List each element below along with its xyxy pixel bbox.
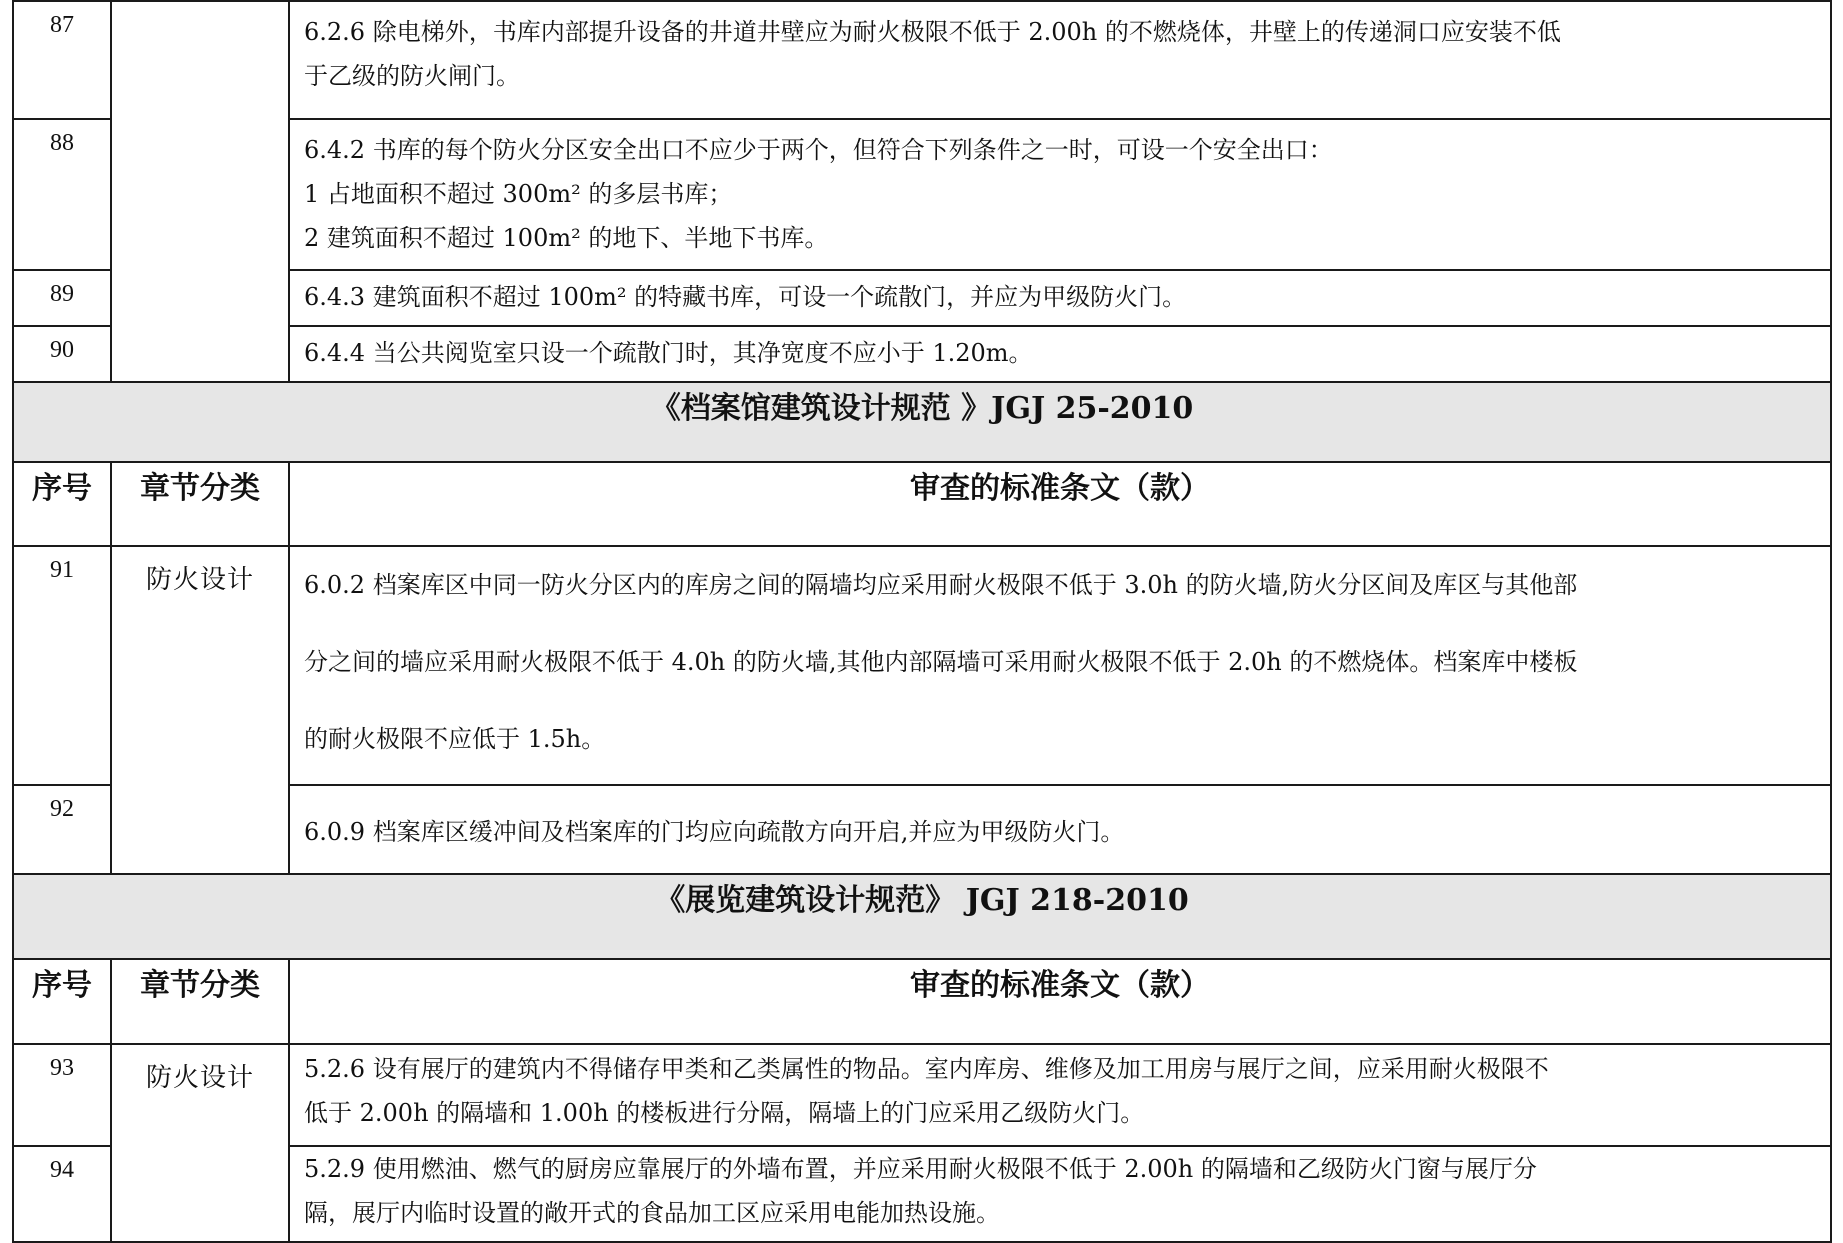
clause-line: 6.2.6 除电梯外，书库内部提升设备的井道井壁应为耐火极限不低于 2.00h 的不燃烧体，井壁上的传递洞口应安装不低: [304, 18, 1561, 46]
regulation-table: [12, 0, 1832, 1243]
table-row: [13, 1044, 1831, 1146]
row-number: 92: [13, 785, 111, 874]
row-number: 87: [13, 1, 111, 119]
section-title: 《档案馆建筑设计规范 》JGJ 25-2010: [13, 382, 1831, 462]
category-cell: 防火设计: [111, 546, 289, 874]
clause-text: [289, 1146, 1831, 1242]
header-seq: 序号: [13, 462, 111, 546]
header-seq: 序号: [13, 959, 111, 1044]
header-clause: 审查的标准条文（款）: [289, 462, 1831, 546]
row-number: 94: [13, 1146, 111, 1242]
clause-line: 的耐火极限不应低于 1.5h。: [304, 725, 606, 753]
category-cell: 防火设计: [111, 1044, 289, 1242]
table-row: [13, 1, 1831, 119]
clause-text: [289, 785, 1831, 874]
clause-line: 2 建筑面积不超过 100m² 的地下、半地下书库。: [304, 224, 829, 252]
clause-line: 6.0.2 档案库区中同一防火分区内的库房之间的隔墙均应采用耐火极限不低于 3.0h 的防火墙,防火分区间及库区与其他部: [304, 571, 1578, 599]
row-number: 90: [13, 326, 111, 382]
clause-line: 6.4.2 书库的每个防火分区安全出口不应少于两个，但符合下列条件之一时，可设一个安全出口：: [304, 136, 1333, 164]
clause-text: [289, 270, 1831, 326]
clause-line: 低于 2.00h 的隔墙和 1.00h 的楼板进行分隔，隔墙上的门应采用乙级防火门。: [304, 1099, 1145, 1127]
header-category: 章节分类: [111, 462, 289, 546]
table-row: [13, 546, 1831, 785]
header-category: 章节分类: [111, 959, 289, 1044]
clause-line: 5.2.6 设有展厅的建筑内不得储存甲类和乙类属性的物品。室内库房、维修及加工用房与展厅之间，应采用耐火极限不: [304, 1055, 1549, 1083]
clause-line: 5.2.9 使用燃油、燃气的厨房应靠展厅的外墙布置，并应采用耐火极限不低于 2.00h 的隔墙和乙级防火门窗与展厅分: [304, 1155, 1537, 1183]
row-number: 93: [13, 1044, 111, 1146]
clause-line: 6.4.3 建筑面积不超过 100m² 的特藏书库，可设一个疏散门，并应为甲级防火门。: [304, 283, 1187, 311]
clause-line: 1 占地面积不超过 300m² 的多层书库；: [304, 180, 733, 208]
clause-text: [289, 119, 1831, 270]
row-number: 91: [13, 546, 111, 785]
section-title-row: [13, 382, 1831, 462]
clause-text: [289, 546, 1831, 785]
row-number: 89: [13, 270, 111, 326]
clause-text: [289, 1, 1831, 119]
clause-line: 6.4.4 当公共阅览室只设一个疏散门时，其净宽度不应小于 1.20m。: [304, 339, 1033, 367]
clause-line: 隔，展厅内临时设置的敞开式的食品加工区应采用电能加热设施。: [304, 1199, 1000, 1227]
section-title: 《展览建筑设计规范》 JGJ 218-2010: [13, 874, 1831, 959]
clause-line: 于乙级的防火闸门。: [304, 62, 520, 90]
clause-line: 分之间的墙应采用耐火极限不低于 4.0h 的防火墙,其他内部隔墙可采用耐火极限不低于 2.0h 的不燃烧体。档案库中楼板: [304, 648, 1578, 676]
clause-text: [289, 1044, 1831, 1146]
header-row: [13, 959, 1831, 1044]
category-cell-continued: [111, 1, 289, 382]
header-row: [13, 462, 1831, 546]
section-title-row: [13, 874, 1831, 959]
header-clause: 审查的标准条文（款）: [289, 959, 1831, 1044]
row-number: 88: [13, 119, 111, 270]
clause-line: 6.0.9 档案库区缓冲间及档案库的门均应向疏散方向开启,并应为甲级防火门。: [304, 818, 1125, 846]
clause-text: [289, 326, 1831, 382]
